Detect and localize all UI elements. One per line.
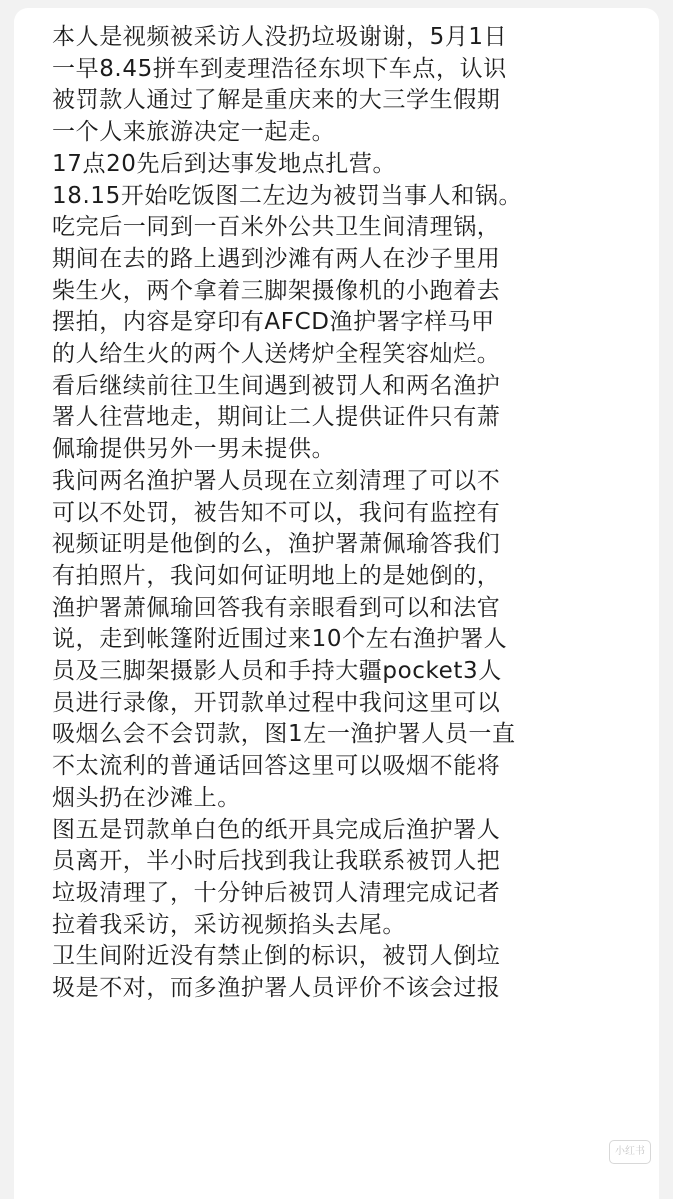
note-line: 圾是不对，而多渔护署人员评价不该会过报 [52,975,501,1002]
note-line: 本人是视频被采访人没扔垃圾谢谢，5月1日 [52,24,508,50]
note-line: 看后继续前往卫生间遇到被罚人和两名渔护 [52,372,501,399]
note-line: 员进行录像，开罚款单过程中我问这里可以 [52,689,501,716]
note-line: 17点20先后到达事发地点扎营。 [52,150,397,177]
note-line: 18.15开始吃饭图二左边为被罚当事人和锅。 [52,182,523,209]
note-line: 摆拍，内容是穿印有AFCD渔护署字样马甲 [52,309,495,336]
note-line: 佩瑜提供另外一男未提供。 [52,436,336,463]
note-line: 员及三脚架摄影人员和手持大疆pocket3人 [52,658,502,685]
note-line: 视频证明是他倒的么，渔护署萧佩瑜答我们 [52,531,501,558]
note-line: 拉着我采访，采访视频掐头去尾。 [52,911,406,938]
note-line: 有拍照片，我问如何证明地上的是她倒的， [52,562,501,589]
note-line: 可以不处罚，被告知不可以，我问有监控有 [52,499,501,526]
note-line: 渔护署萧佩瑜回答我有亲眼看到可以和法官 [52,594,501,621]
note-line: 不太流利的普通话回答这里可以吸烟不能将 [52,753,501,780]
note-line: 烟头扔在沙滩上。 [52,784,241,811]
note-line: 说，走到帐篷附近围过来10个左右渔护署人 [52,626,508,653]
note-line: 员离开，半小时后找到我让我联系被罚人把 [52,848,501,875]
note-line: 吃完后一同到一百米外公共卫生间清理锅， [52,214,501,241]
note-line: 署人往营地走，期间让二人提供证件只有萧 [52,404,501,431]
note-line: 柴生火，两个拿着三脚架摄像机的小跑着去 [52,277,501,304]
note-line: 吸烟么会不会罚款，图1左一渔护署人员一直 [52,721,516,748]
note-line: 垃圾清理了，十分钟后被罚人清理完成记者 [52,879,501,906]
note-line: 图五是罚款单白色的纸开具完成后渔护署人 [52,816,501,843]
note-line: 期间在去的路上遇到沙滩有两人在沙子里用 [52,245,501,272]
note-line: 一个人来旅游决定一起走。 [52,119,336,146]
note-line: 的人给生火的两个人送烤炉全程笑容灿烂。 [52,341,501,368]
note-line: 我问两名渔护署人员现在立刻清理了可以不 [52,467,501,494]
note-line: 被罚款人通过了解是重庆来的大三学生假期 [52,87,501,114]
note-line: 一早8.45拼车到麦理浩径东坝下车点，认识 [52,55,507,82]
message-card [14,8,659,1199]
watermark-logo: 小红书 [609,1140,651,1164]
note-line: 卫生间附近没有禁止倒的标识，被罚人倒垃 [52,943,501,970]
note-text [52,22,657,1005]
